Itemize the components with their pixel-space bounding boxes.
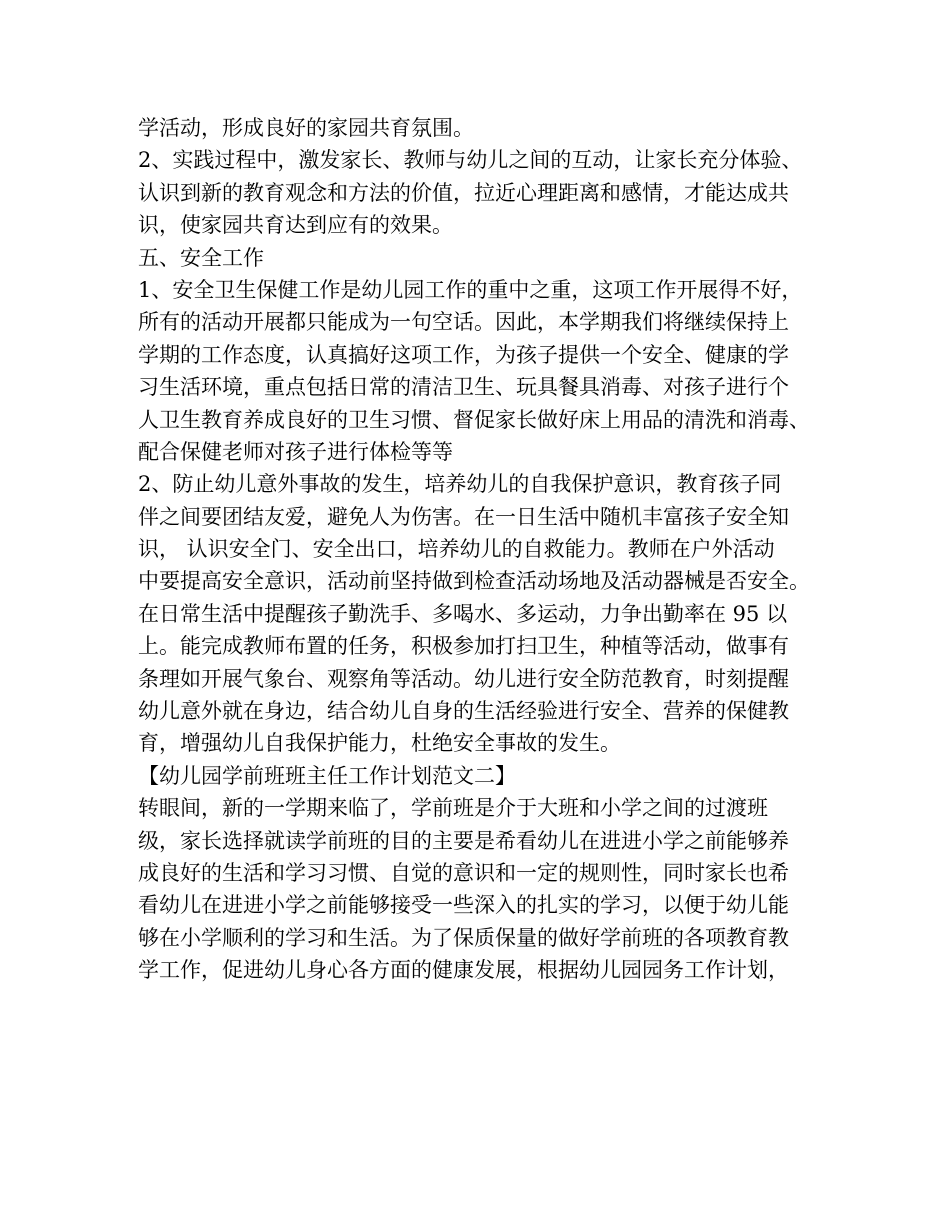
text-line: 学活动，形成良好的家园共育氛围。 — [138, 116, 474, 140]
text-line: 识，使家园共育达到应有的效果。 — [138, 213, 453, 238]
text-line: 伴之间要团结友爱，避免人为伤害。在一日生活中随机丰富孩子安全知 — [138, 504, 789, 529]
text-line: 所有的活动开展都只能成为一句空话。因此，本学期我们将继续保持上 — [138, 310, 789, 335]
text-line: 学期的工作态度，认真搞好这项工作，为孩子提供一个安全、健康的学 — [138, 342, 789, 367]
text-line: 配合保健老师对孩子进行体检等等 — [138, 439, 453, 464]
text-line: 条理如开展气象台、观察角等活动。幼儿进行安全防范教育，时刻提醒 — [138, 666, 789, 691]
text-line: 幼儿意外就在身边，结合幼儿自身的生活经验进行安全、营养的保健教 — [138, 699, 789, 724]
text-line: 够在小学顺利的学习和生活。为了保质保量的做好学前班的各项教育教 — [138, 925, 789, 950]
text-line: 成良好的生活和学习习惯、自觉的意识和一定的规则性，同时家长也希 — [138, 860, 789, 885]
text-line: 认识到新的教育观念和方法的价值，拉近心理距离和感情，才能达成共 — [138, 180, 789, 205]
text-line: 转眼间，新的一学期来临了，学前班是介于大班和小学之间的过渡班 — [138, 796, 768, 821]
text-line: 习生活环境，重点包括日常的清洁卫生、玩具餐具消毒、对孩子进行个 — [138, 375, 789, 400]
text-line: 学工作，促进幼儿身心各方面的健康发展，根据幼儿园园务工作计划， — [138, 958, 789, 983]
text-line: 2、实践过程中，激发家长、教师与幼儿之间的互动，让家长充分体验、 — [138, 148, 803, 173]
section-title: 【幼儿园学前班班主任工作计划范文二】 — [138, 763, 516, 788]
text-line: 人卫生教育养成良好的卫生习惯、督促家长做好床上用品的清洗和消毒、 — [138, 407, 810, 432]
text-line: 识， 认识安全门、安全出口，培养幼儿的自救能力。教师在户外活动 — [138, 537, 775, 562]
text-line: 育，增强幼儿自我保护能力，杜绝安全事故的发生。 — [138, 731, 621, 756]
section-heading: 五、安全工作 — [138, 245, 264, 270]
text-line: 上。能完成教师布置的任务，积极参加打扫卫生，种植等活动，做事有 — [138, 634, 789, 659]
text-line: 中要提高安全意识，活动前坚持做到检查活动场地及活动器械是否安全。 — [138, 569, 810, 594]
text-line: 2、防止幼儿意外事故的发生，培养幼儿的自我保护意识，教育孩子同 — [138, 472, 782, 497]
text-line: 级，家长选择就读学前班的目的主要是希看幼儿在进进小学之前能够养 — [138, 828, 789, 853]
text-line: 看幼儿在进进小学之前能够接受一些深入的扎实的学习，以便于幼儿能 — [138, 893, 789, 918]
document-body — [138, 112, 828, 987]
text-line: 在日常生活中提醒孩子勤洗手、多喝水、多运动，力争出勤率在 95 以 — [138, 601, 788, 626]
text-line: 1、安全卫生保健工作是幼儿园工作的重中之重，这项工作开展得不好， — [138, 277, 803, 302]
